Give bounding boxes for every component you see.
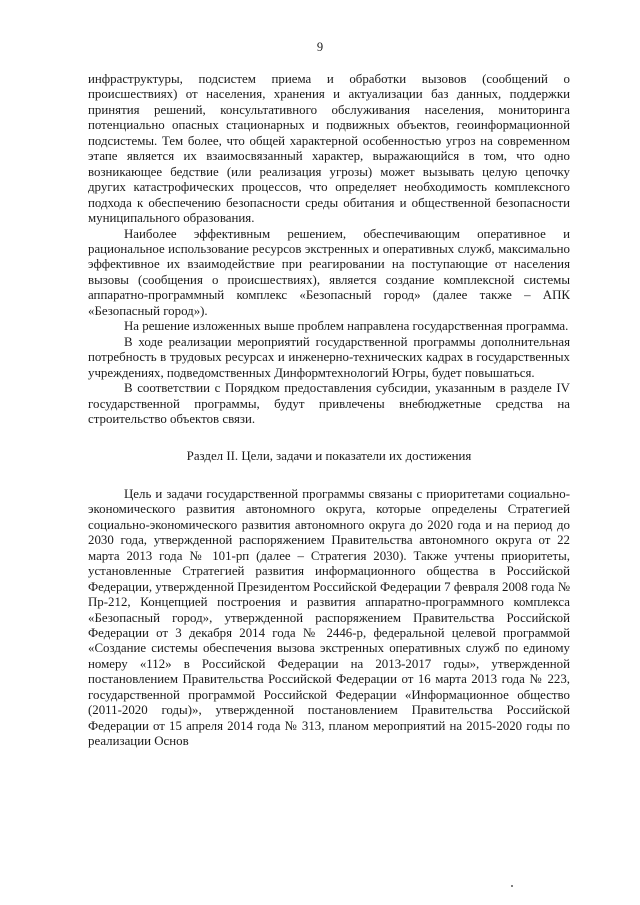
paragraph: инфраструктуры, подсистем приема и обработки вызовов (сообщений о происшествиях) от населения, хранения и актуализации баз данных, поддержки принятия решений, консультативного обслуживания населения, мониторинга потенциально опасных стационарных и подвижных объектов, геоинформационной подсистемы. Тем более, что общей характерной особенностью угроз на современном этапе является их взаимосвязанный характер, выражающийся в том, что одно возникающее бедствие (или реализация угрозы) может вызывать целую цепочку других катастрофических процессов, что определяет необходимость комплексного подхода к обеспечению безопасности среды обитания и общественной безопасности муниципального образования. [88, 72, 570, 226]
section-body-text [88, 487, 570, 750]
paragraph: В соответствии с Порядком предоставления субсидии, указанным в разделе IV государственной программы, будут привлечены внебюджетные средства на строительство объектов связи. [88, 381, 570, 426]
paragraph: Цель и задачи государственной программы связаны с приоритетами социально-экономического развития автономного округа, которые определены Стратегией социально-экономического развития автономного округа до 2020 года и на период до 2030 года, утвержденной распоряжением Правительства автономного округа от 22 марта 2013 года № 101-рп (далее – Стратегия 2030). Также учтены приоритеты, установленные Стратегией развития информационного общества в Российской Федерации, утвержденной Президентом Российской Федерации 7 февраля 2008 года № Пр-212, Концепцией построения и развития аппаратно-программного комплекса «Безопасный город», утвержденной распоряжением Правительства Российской Федерации от 3 декабря 2014 года № 2446-р, федеральной целевой программой «Создание системы обеспечения вызова экстренных оперативных служб по единому номеру «112» в Российской Федерации на 2013-2017 годы», утвержденной постановлением Правительства Российской Федерации от 16 марта 2013 года № 223, государственной программой Российской Федерации «Информационное общество (2011-2020 годы)», утвержденной постановлением Правительства Российской Федерации от 15 апреля 2014 года № 313, планом мероприятий на 2015-2020 годы по реализации Основ [88, 486, 570, 749]
paragraph: В ходе реализации мероприятий государственной программы дополнительная потребность в трудовых ресурсах и инженерно-технических кадрах в государственных учреждениях, подведомственных Динформтехнологий Югры, будет повышаться. [88, 334, 570, 380]
section-intro-text [88, 72, 570, 427]
paragraph: На решение изложенных выше проблем направлена государственная программа. [124, 319, 569, 334]
document-body [88, 72, 570, 750]
scan-speck [511, 885, 513, 887]
paragraph: Наиболее эффективным решением, обеспечивающим оперативное и рациональное использование ресурсов экстренных и оперативных служб, максимально эффективное их взаимодействие при реагировании на поступающие от населения вызовы (сообщения о происшествиях), является создание комплексной системы аппаратно-программный комплекс «Безопасный город» (далее также – АПК «Безопасный город»). [88, 226, 570, 318]
section-heading: Раздел II. Цели, задачи и показатели их достижения [186, 449, 472, 464]
page-number: 9 [316, 40, 324, 54]
